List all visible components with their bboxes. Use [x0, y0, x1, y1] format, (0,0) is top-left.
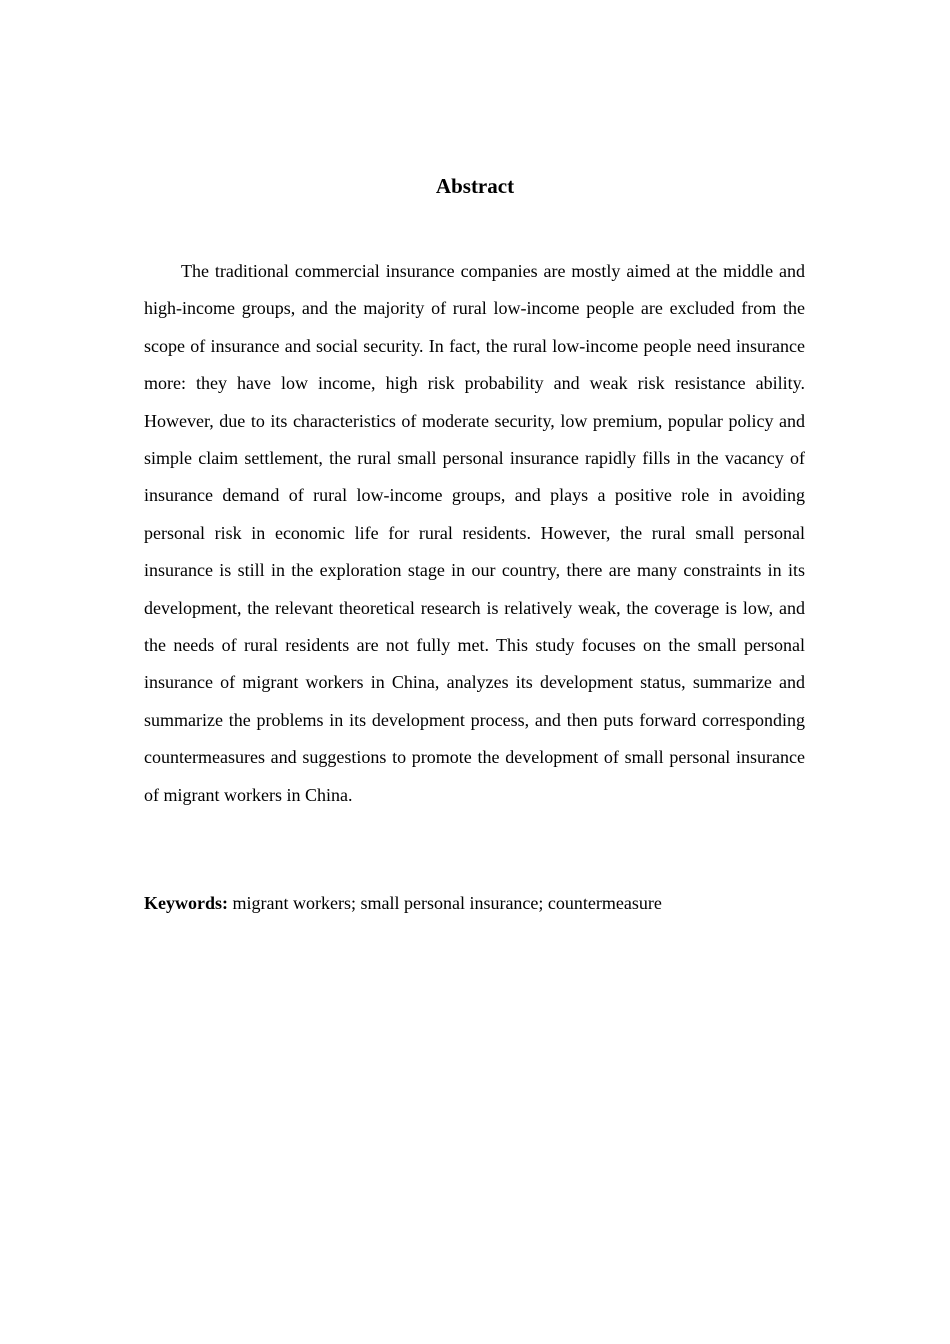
- keywords-line: [144, 886, 805, 920]
- keywords-text: migrant workers; small personal insurance; countermeasure: [228, 893, 662, 913]
- keywords-label: Keywords:: [144, 893, 228, 913]
- page-title: Abstract: [435, 174, 515, 198]
- abstract-paragraph: The traditional commercial insurance companies are mostly aimed at the middle and high-income groups, and the majority of rural low-income people are excluded from the scope of insurance and social security. In fact, the rural low-income people need insurance more: they have low income, high risk probability and weak risk resistance ability. However, due to its characteristics of moderate security, low premium, popular policy and simple claim settlement, the rural small personal insurance rapidly fills in the vacancy of insurance demand of rural low-income groups, and plays a positive role in avoiding personal risk in economic life for rural residents. However, the rural small personal insurance is still in the exploration stage in our country, there are many constraints in its development, the relevant theoretical research is relatively weak, the coverage is low, and the needs of rural residents are not fully met. This study focuses on the small personal insurance of migrant workers in China, analyzes its development status, summarize and summarize the problems in its development process, and then puts forward corresponding countermeasures and suggestions to promote the development of small personal insurance of migrant workers in China.: [144, 261, 805, 805]
